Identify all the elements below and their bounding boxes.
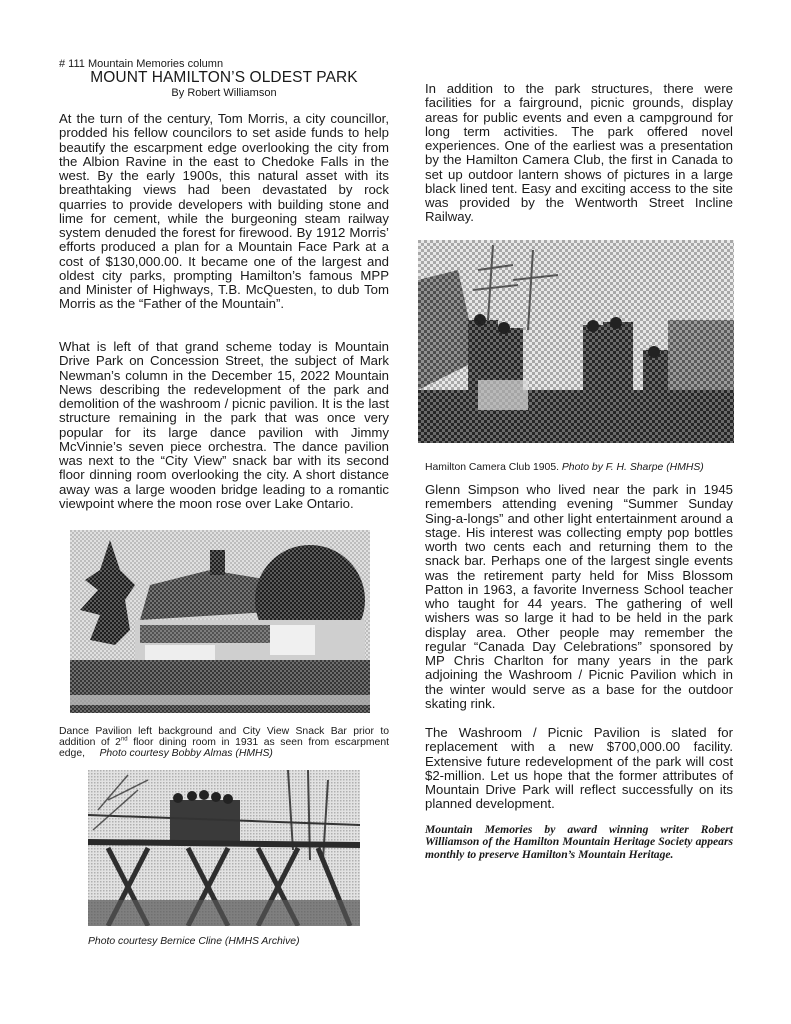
photo-1-credit: Photo courtesy Bobby Almas (HMHS) — [99, 748, 273, 759]
left-paragraph-2: What is left of that grand scheme today is Mountain Drive Park on Concession Street, the subject of Mark Newman’s column in the December 15, 2022 Mountain News describing the redevelopment of the park and demolition of the washroom / picnic pavilion. It is the last structure remaining in the park that was once very popular for its large dance pavilion with Jimmy McVinnie’s seven piece orchestra. The dance pavilion was next to the “City View” snack bar with its second floor dinning room overlooking the city. A short distance away was a large wooden bridge leading to a romantic viewpoint where the moon rose over Lake Ontario. — [59, 339, 389, 511]
footer-note: Mountain Memories by award winning writer Robert Williamson of the Hamilton Mountain Heritage Society appears monthly to preserve Hamilton’s Mountain Heritage. — [425, 823, 733, 861]
photo-1-caption-sup: nd — [120, 736, 128, 743]
photo-2-caption — [88, 936, 388, 947]
byline: By Robert Williamson — [171, 87, 277, 99]
article-title: MOUNT HAMILTON’S OLDEST PARK — [90, 69, 358, 86]
left-paragraph-1: At the turn of the century, Tom Morris, a city councillor, prodded his fellow councilors to set aside funds to help beautify the escarpment edge overlooking the city from the Albion Ravine in the east to Chedoke Falls in the west. By the early 1900s, this natural asset with its breathtaking views had been devastated by rock quarries to provide developers with building stone and lime for cement, while the burgeoning steam railway system denuded the forest for firewood. By 1912 Morris’ efforts produced a plan for a Mountain Face Park at a cost of $130,000.00. It became one of the largest and oldest city parks, prompting Hamilton’s famous MPP and Minister of Highways, T.B. McQuesten, to dub Tom Morris as the “Father of the Mountain”. — [59, 111, 389, 312]
photo-1-caption-text-a: Dance Pavilion left background and City View Snack Bar prior to addition of 2 — [59, 726, 389, 748]
photo-dance-pavilion — [70, 530, 370, 713]
right-paragraph-2: Glenn Simpson who lived near the park in 1945 remembers attending evening “Summer Sunday Sing-a-longs” and other light entertainment around a stage. His interest was collecting empty pop bottles worth two cents each and returning them to the snack bar. Perhaps one of the largest single events was the retirement party held for Miss Blossom Patton in 1963, a favorite Inverness School teacher who taught for 44 years. The gathering of well wishers was so large it had to be held in the park display area. Other people may remember the regular “Canada Day Celebrations” sponsored by MP Chris Charlton for many years in the park adjoining the Washroom / Picnic Pavilion which in the winter would serve as a base for the outdoor skating rink. — [425, 482, 733, 711]
photo-1-caption — [59, 726, 389, 759]
photo-wooden-bridge — [88, 770, 360, 926]
photo-3-caption — [425, 462, 735, 473]
photo-camera-club — [418, 240, 734, 443]
photo-1-caption-text-b: floor dining room in 1931 as seen from escarpment edge, — [59, 737, 389, 759]
photo-3-caption-text: Hamilton Camera Club 1905. — [425, 462, 562, 473]
photo-3-credit: Photo by F. H. Sharpe (HMHS) — [561, 462, 704, 473]
photo-2-credit: Photo courtesy Bernice Cline (HMHS Archive) — [88, 936, 300, 947]
right-paragraph-3: The Washroom / Picnic Pavilion is slated for replacement with a new $700,000.00 facility. Extensive future redevelopment of the park will cost $2-million. Let us hope that the former attributes of Mountain Drive Park will reflect successfully on its planned development. — [425, 725, 733, 812]
right-paragraph-1: In addition to the park structures, there were facilities for a fairground, picnic grounds, display areas for public events and even a campground for long term activities. The park offered novel experiences. One of the earliest was a presentation by the Hamilton Camera Club, the first in Canada to set up outdoor lantern shows of pictures in a large black lined tent. Easy and exciting access to the site was provided by the Wentworth Street Incline Railway. — [425, 81, 733, 225]
column-number: # 111 Mountain Memories column — [59, 58, 224, 70]
